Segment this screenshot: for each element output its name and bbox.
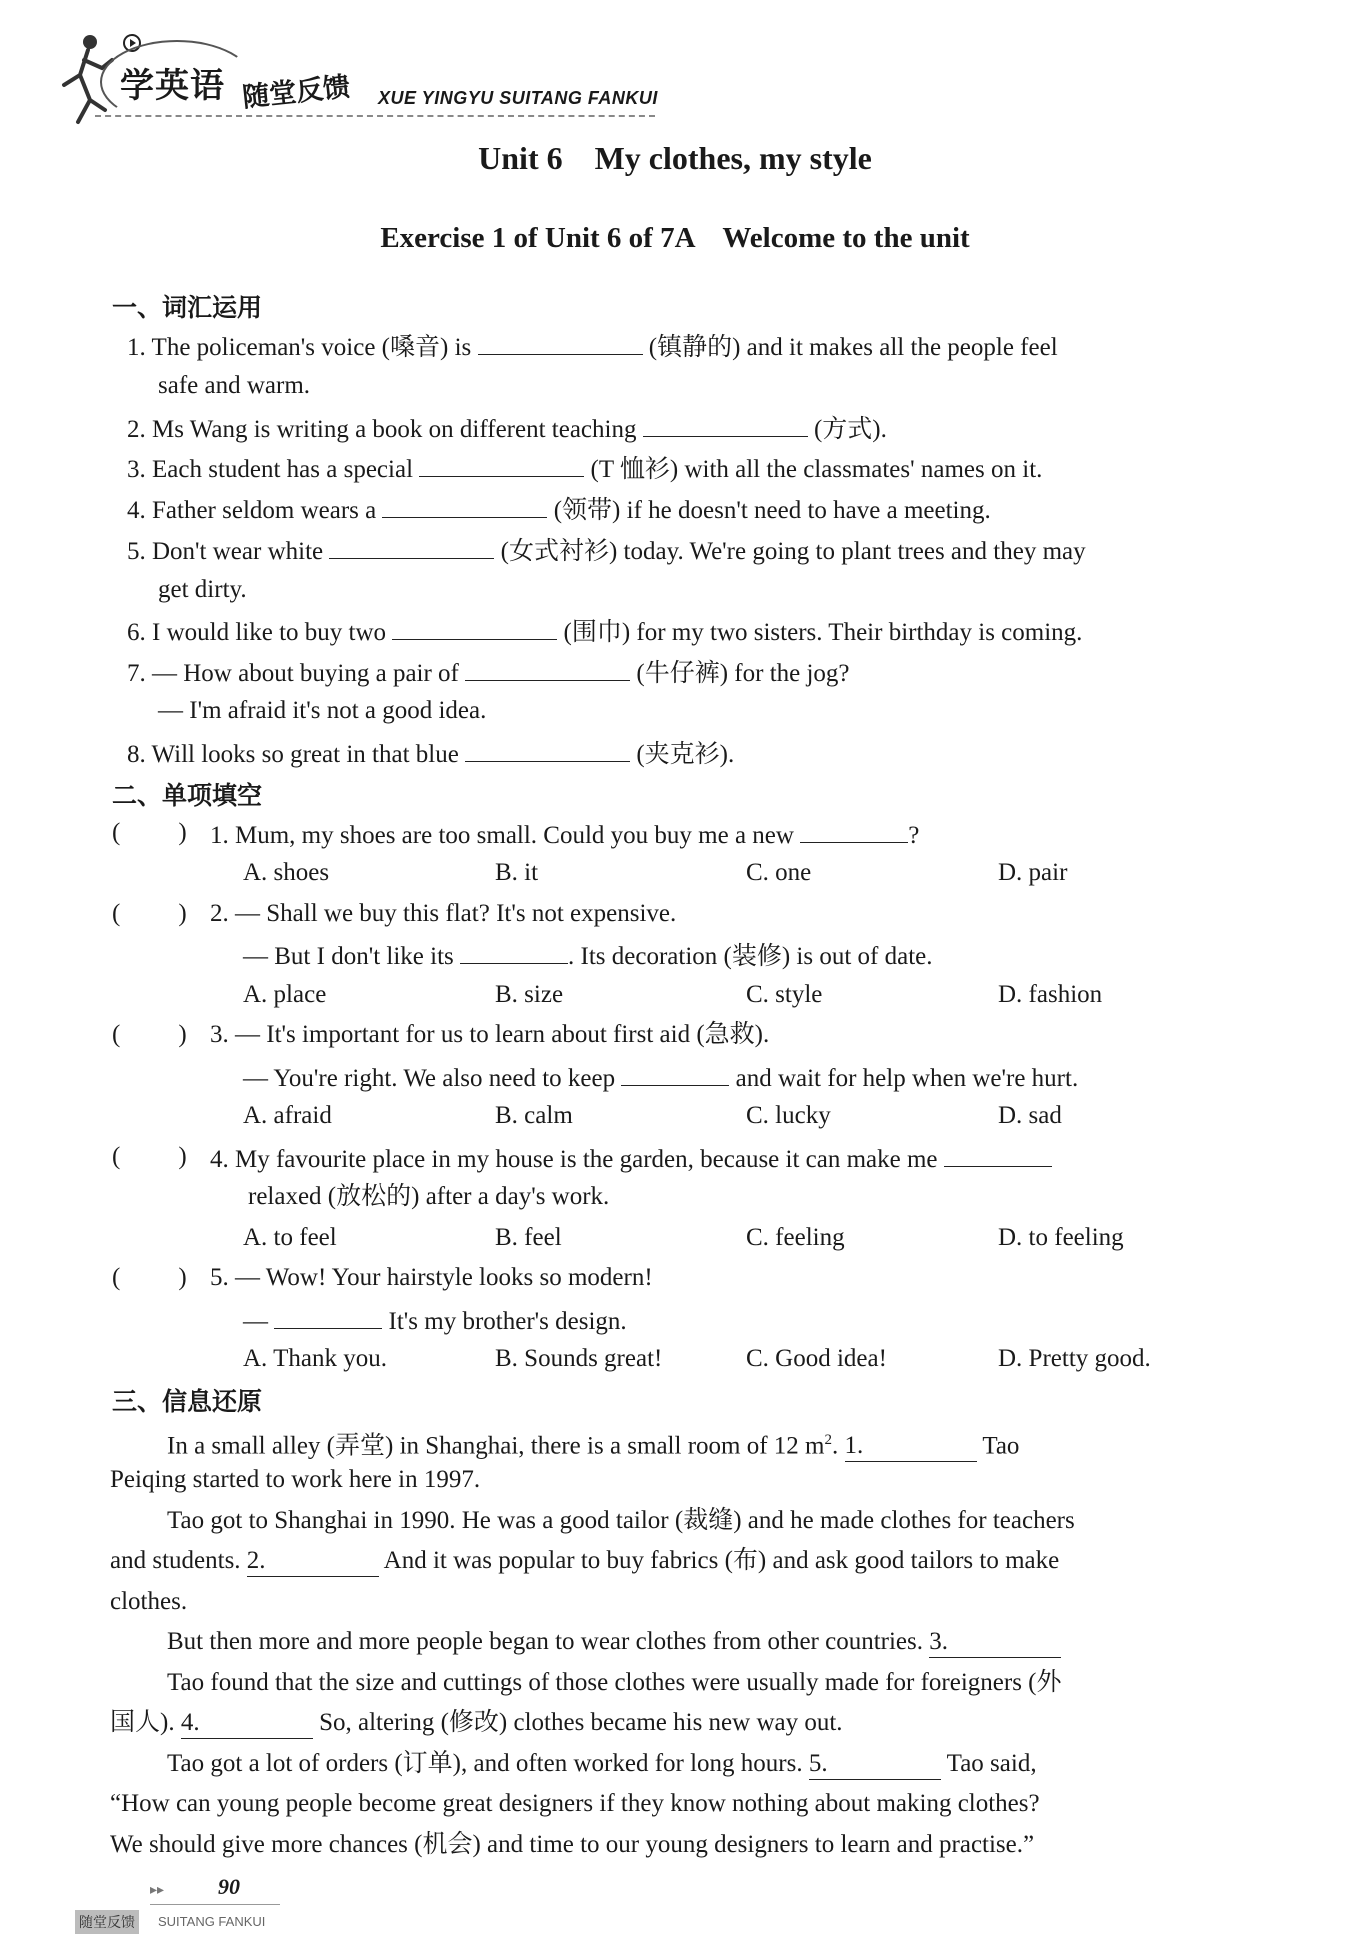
mc-q4-stem1 [210,1142,1052,1175]
vocab-q2 [127,412,887,445]
answer-blank[interactable] [621,1061,729,1086]
passage-p3-line1 [167,1627,1061,1658]
vocab-q8-text-pre: 8. Will looks so great in that blue [127,741,459,768]
mc-q5-option-c[interactable]: C. Good idea! [746,1345,887,1372]
passage-p5-line3: We should give more chances (机会) and time to our young designers to learn and practise.” [110,1831,1035,1858]
answer-blank[interactable] [944,1142,1052,1167]
mc-q4-option-b[interactable]: B. feel [495,1224,562,1251]
answer-blank-1[interactable] [845,1431,977,1462]
vocab-q5 [127,534,1086,567]
mc-q3-stem2-pre: — You're right. We also need to keep [243,1065,616,1092]
answer-blank[interactable] [329,534,494,559]
vocab-q6-text-pre: 6. I would like to buy two [127,619,387,646]
arrow-icon: ▸▸ [150,1882,165,1898]
section-mc-heading: 二、单项填空 [112,781,263,810]
vocab-q4-text-post: (领带) if he doesn't need to have a meeting. [553,497,991,524]
vocab-q1 [127,330,1058,363]
mc-q1-option-a[interactable]: A. shoes [243,859,330,886]
header-brand-cn2: 随堂反馈 [240,71,352,114]
mc-q1-stem [210,818,919,851]
vocab-q1-text-post: (镇静的) and it makes all the people feel [648,334,1058,361]
answer-blank[interactable] [392,615,557,640]
vocab-q5-cont: get dirty. [158,576,247,603]
mc-q5-option-d[interactable]: D. Pretty good. [998,1345,1151,1372]
passage-text: So, altering (修改) clothes became his new way out. [319,1709,843,1736]
paren-open: ( [112,1021,121,1048]
passage-p2-line3: clothes. [110,1588,188,1615]
mc-q5-option-a[interactable]: A. Thank you. [243,1345,387,1372]
passage-text: and students. [110,1547,241,1574]
header-brand-cn: 学英语 [120,66,225,106]
vocab-q2-text-post: (方式). [813,416,887,443]
paren-close: ) [178,900,187,927]
footer-tag: 随堂反馈 [75,1910,139,1934]
unit-title: Unit 6 My clothes, my style [478,140,872,176]
footer-tag-en: SUITANG FANKUI [158,1914,266,1929]
answer-blank[interactable] [800,818,908,843]
passage-p1-line1 [167,1425,1019,1462]
paren-open: ( [112,1143,121,1170]
passage-text: But then more and more people began to wear clothes from other countries. [167,1628,924,1655]
mc-q2-stem2 [243,939,933,972]
answer-blank[interactable] [465,737,630,762]
mc-q4-stem2: relaxed (放松的) after a day's work. [248,1183,610,1210]
answer-blank-2[interactable] [247,1546,379,1577]
passage-p5-line2: “How can young people become great designers if they know nothing about making clothes? [110,1790,1040,1817]
mc-q3-stem1: 3. — It's important for us to learn about first aid (急救). [210,1021,770,1048]
mc-q5-stem2 [243,1304,627,1337]
mc-q2-stem2-post: . Its decoration (装修) is out of date. [568,943,933,970]
paren-close: ) [178,1143,187,1170]
paren-close: ) [178,1264,187,1291]
mc-q3-option-c[interactable]: C. lucky [746,1102,831,1129]
answer-blank[interactable] [419,452,584,477]
vocab-q8 [127,737,734,770]
mc-q1-answer-slot[interactable] [112,818,187,848]
paren-open: ( [112,1264,121,1291]
paren-close: ) [178,1021,187,1048]
blank-number: 5. [808,1750,828,1777]
passage-text: And it was popular to buy fabrics (布) and ask good tailors to make [383,1547,1060,1574]
answer-blank[interactable] [643,412,808,437]
mc-q4-stem1-text: 4. My favourite place in my house is the garden, because it can make me [210,1146,938,1173]
passage-p5-line1 [167,1749,1037,1780]
answer-blank-3[interactable] [929,1627,1061,1658]
superscript: 2 [824,1432,832,1448]
paren-open: ( [112,900,121,927]
answer-blank[interactable] [465,656,630,681]
vocab-q7-cont: — I'm afraid it's not a good idea. [158,697,487,724]
footer-divider [150,1904,280,1905]
mc-q4-option-a[interactable]: A. to feel [243,1224,337,1251]
answer-blank-4[interactable] [181,1708,313,1739]
passage-text: Tao said, [946,1750,1037,1777]
blank-number: 2. [246,1547,266,1574]
mc-q2-answer-slot[interactable] [112,899,187,929]
section-vocab-heading: 一、词汇运用 [112,293,263,322]
mc-q4-answer-slot[interactable] [112,1142,187,1172]
blank-number: 4. [180,1709,200,1736]
answer-blank[interactable] [460,939,568,964]
passage-text: 国人). [110,1709,175,1736]
mc-q5-stem2-post: It's my brother's design. [388,1308,627,1335]
mc-q1-stem-end: ? [908,822,920,849]
vocab-q6-text-post: (围巾) for my two sisters. Their birthday is coming. [563,619,1083,646]
vocab-q7-text-pre: 7. — How about buying a pair of [127,660,459,687]
vocab-q5-text-post: (女式衬衫) today. We're going to plant trees and they may [500,538,1086,565]
section-passage-heading: 三、信息还原 [112,1387,263,1416]
passage-text: . [832,1432,839,1460]
vocab-q7-text-post: (牛仔裤) for the jog? [636,660,850,687]
mc-q1-stem-text: 1. Mum, my shoes are too small. Could you buy me a new [210,822,794,849]
answer-blank-5[interactable] [809,1749,941,1780]
mc-q1-option-d[interactable]: D. pair [998,859,1068,886]
vocab-q6 [127,615,1082,648]
mc-q3-option-a[interactable]: A. afraid [243,1102,332,1129]
answer-blank[interactable] [382,493,547,518]
mc-q5-answer-slot[interactable] [112,1263,187,1293]
passage-p4-line2 [110,1708,843,1739]
mc-q3-option-b[interactable]: B. calm [495,1102,573,1129]
vocab-q1-text-pre: 1. The policeman's voice (嗓音) is [127,334,472,361]
passage-p2-line2 [110,1546,1059,1577]
vocab-q1-cont: safe and warm. [158,372,311,399]
mc-q2-option-a[interactable]: A. place [243,981,327,1008]
vocab-q3-text-pre: 3. Each student has a special [127,456,414,483]
mc-q5-stem1: 5. — Wow! Your hairstyle looks so modern! [210,1264,653,1291]
passage-p2-line1: Tao got to Shanghai in 1990. He was a good tailor (裁缝) and he made clothes for teachers [167,1507,1075,1534]
passage-text: Tao got a lot of orders (订单), and often worked for long hours. [167,1750,803,1777]
vocab-q8-text-post: (夹克衫). [636,741,735,768]
passage-text: Tao [982,1432,1020,1460]
header-divider [95,115,655,117]
mc-q4-option-c[interactable]: C. feeling [746,1224,845,1251]
paren-open: ( [112,819,121,846]
vocab-q4 [127,493,991,526]
mc-q2-stem1: 2. — Shall we buy this flat? It's not expensive. [210,900,677,927]
header-brand-en: XUE YINGYU SUITANG FANKUI [378,88,658,108]
mc-q3-answer-slot[interactable] [112,1020,187,1050]
passage-p1-line2: Peiqing started to work here in 1997. [110,1466,481,1493]
mc-q5-option-b[interactable]: B. Sounds great! [495,1345,663,1372]
vocab-q7 [127,656,850,689]
passage-p4-line1: Tao found that the size and cuttings of those clothes were usually made for foreigners (外 [167,1669,1062,1696]
paren-close: ) [178,819,187,846]
mc-q3-stem2-post: and wait for help when we're hurt. [735,1065,1079,1092]
exercise-title: Exercise 1 of Unit 6 of 7A Welcome to the unit [380,222,970,254]
vocab-q3 [127,452,1042,485]
answer-blank[interactable] [274,1304,382,1329]
mc-q3-option-d[interactable]: D. sad [998,1102,1062,1129]
vocab-q2-text-pre: 2. Ms Wang is writing a book on different teaching [127,416,637,443]
passage-text: In a small alley (弄堂) in Shanghai, there is a small room of 12 m [167,1432,825,1460]
mc-q5-stem2-pre: — [243,1308,268,1335]
blank-number: 1. [844,1432,864,1460]
vocab-q3-text-post: (T 恤衫) with all the classmates' names on it. [590,456,1043,483]
mc-q2-option-b[interactable]: B. size [495,981,564,1008]
page-number: 90 [218,1874,240,1899]
mc-q1-option-b[interactable]: B. it [495,859,539,886]
blank-number: 3. [929,1628,949,1655]
mc-q1-option-c[interactable]: C. one [746,859,812,886]
mc-q4-option-d[interactable]: D. to feeling [998,1224,1124,1251]
vocab-q5-text-pre: 5. Don't wear white [127,538,324,565]
mc-q2-option-d[interactable]: D. fashion [998,981,1103,1008]
mc-q2-option-c[interactable]: C. style [746,981,823,1008]
vocab-q4-text-pre: 4. Father seldom wears a [127,497,377,524]
mc-q2-stem2-pre: — But I don't like its [243,943,454,970]
mc-q3-stem2 [243,1061,1078,1094]
answer-blank[interactable] [478,330,643,355]
